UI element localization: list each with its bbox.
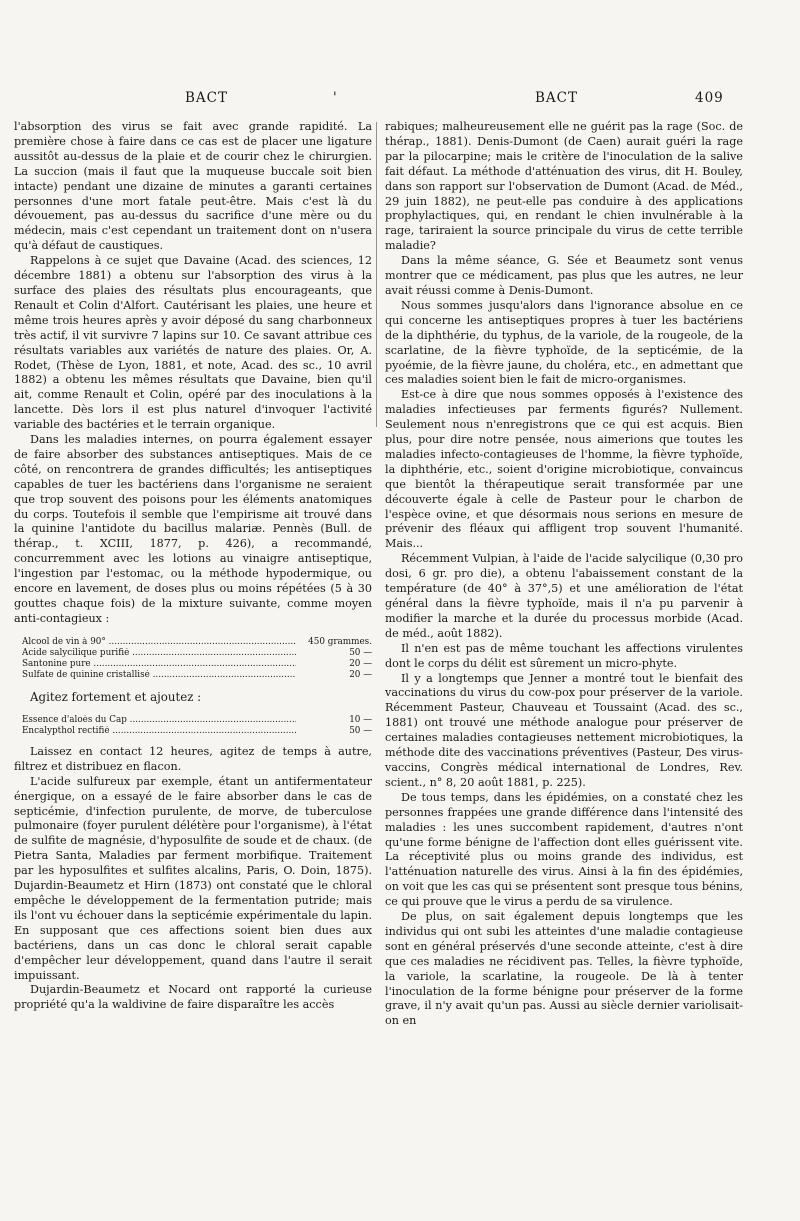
prescription-row <box>22 637 372 648</box>
running-head-left: BACT <box>185 90 229 106</box>
paragraph: Dujardin-Beaumetz et Nocard ont rapporté la curieuse propriété qu'a la waldivine de faire disparaître les accès <box>14 983 372 1012</box>
ingredient-quantity: 10 — <box>349 714 372 725</box>
paragraph: Dans les maladies internes, on pourra également essayer de faire absorber des substances antiseptiques. Mais de ce côté, on rencontrera de grandes difficultés; les antiseptiques capables de tuer les bactériens dans l'organisme ne seraient que trop souvent des poisons pour les éléments anatomiques du corps. Toutefois il semble que l'empirisme ait trouvé dans la quinine l'antidote du bacillus malariæ. Pennès (Bull. de thérap., t. XCIII, 1877, p. 426), a recommandé, concurremment avec les lotions au vinaigre antiseptique, l'ingestion par l'estomac, ou la méthode hypodermique, ou encore en lavement, de doses plus ou moins répétées (5 à 30 gouttes chaque fois) de la mixture suivante, comme moyen anti-contagieux : <box>14 433 372 625</box>
paragraph: De plus, on sait également depuis longtemps que les individus qui ont subi les atteintes d'une maladie contagieuse sont en général préservés d'une seconde atteinte, c'est à dire que ces maladies ne récidivent pas. Telles, la fièvre typhoïde, la variole, la scarlatine, la rougeole. De là à tenter l'inoculation de la forme bénigne pour préserver de la forme grave, il n'y avait qu'un pas. Aussi au siècle dernier variolisait-on en <box>385 910 743 1028</box>
running-head-right: BACT <box>535 90 579 106</box>
ingredient-quantity: 20 — <box>349 670 372 681</box>
paragraph: Dans la même séance, G. Sée et Beaumetz sont venus montrer que ce médicament, pas plus que les autres, ne leur avait réussi comme à Denis-Dumont. <box>385 254 743 297</box>
prescription-row <box>22 648 372 659</box>
stray-mark: ' <box>333 90 338 106</box>
paragraph: Est-ce à dire que nous sommes opposés à l'existence des maladies infectieuses par ferments figurés? Nullement. Seulement nous n'enregistrons que ce qui est acquis. Bien plus, pour dire notre pensée, nous aimerions que toutes les maladies infecto-contagieuses de l'homme, la fièvre typhoïde, la diphthérie, etc., soient d'origine microbiotique, convaincus que bientôt la thérapeutique serait transformée par une découverte égale à celle de Pasteur pour le charbon de l'espèce ovine, et que désormais nous serions en mesure de prévenir des fléaux qui affligent trop souvent l'humanité. Mais... <box>385 388 743 551</box>
prescription-row <box>22 670 372 681</box>
prescription-row <box>22 726 372 737</box>
paragraph: rabiques; malheureusement elle ne guérit pas la rage (Soc. de thérap., 1881). Denis-Dumont (de Caen) aurait guéri la rage par la pilocarpine; mais le critère de l'inoculation de la salive fait défaut. La méthode d'atténuation des virus, dit H. Bouley, dans son rapport sur l'observation de Dumont (Acad. de Méd., 29 juin 1882), ne peut-elle pas conduire à des applications prophylactiques, qui, en rendant le chien invulnérable à la rage, tariraient la source principale du virus de cette terrible maladie? <box>385 120 743 253</box>
instruction-line: Agitez fortement et ajoutez : <box>30 689 202 704</box>
paragraph: l'absorption des virus se fait avec grande rapidité. La première chose à faire dans ce cas est de placer une ligature aussitôt au-dessus de la plaie et de courir chez le chirurgien. La succion (mais il faut que la muqueuse buccale soit bien intacte) pendant une dizaine de minutes a garanti certaines personnes d'une mort fatale peut-être. Mais c'est là du dévouement, pas au-dessus du sacrifice d'une mère ou du médecin, mais c'est cependant un traitement dont on n'usera qu'à défaut de caustiques. <box>14 120 372 253</box>
prescription-list-2 <box>22 715 372 737</box>
ingredient-quantity: 50 — <box>349 648 372 659</box>
prescription-list-1 <box>22 637 372 682</box>
paragraph: Il y a longtemps que Jenner a montré tout le bienfait des vaccinations du virus du cow-pox pour préserver de la variole. Récemment Pasteur, Chauveau et Toussaint (Acad. des sc., 1881) ont trouvé une méthode analogue pour préserver de certaines maladies contagieuses nettement microbiotiques, la méthode dite des vaccinations préventives (Pasteur, Des virus-vaccins, Congrès médical international de Londres, Rev. scient., n° 8, 20 août 1881, p. 225). <box>385 671 743 789</box>
ingredient-name: Santonine pure ..... <box>22 659 296 670</box>
ingredient-quantity: 20 — <box>349 659 372 670</box>
prescription-row <box>22 715 372 726</box>
left-column <box>14 120 372 1013</box>
paragraph: Rappelons à ce sujet que Davaine (Acad. des sciences, 12 décembre 1881) a obtenu sur l'absorption des virus à la surface des plaies des résultats plus encourageants, que Renault et Colin d'Alfort. Cautérisant les plaies, une heure et même trois heures après y avoir déposé du sang charbonneux très actif, il vit survivre 7 lapins sur 10. Ce savant attribue ces résultats variables aux variétés de nature des plaies. Or, A. Rodet, (Thèse de Lyon, 1881, et note, Acad. des sc., 10 avril 1882) a obtenu les mêmes résultats que Davaine, bien qu'il ait, comme Renault et Colin, opéré par des inoculations à la lancette. Dès lors il est plus naturel d'invoquer l'activité variable des bactéries et le terrain organique. <box>14 254 372 432</box>
paragraph: Il n'en est pas de même touchant les affections virulentes dont le corps du délit est sûrement un micro-phyte. <box>385 641 743 670</box>
ingredient-quantity: 450 grammes. <box>308 636 372 647</box>
paragraph: Laissez en contact 12 heures, agitez de temps à autre, filtrez et distribuez en flacon. <box>14 744 372 773</box>
paragraph: Nous sommes jusqu'alors dans l'ignorance absolue en ce qui concerne les antiseptiques propres à tuer les bactériens de la diphthérie, du typhus, de la variole, de la rougeole, de la scarlatine, de la fièvre typhoïde, de la septicémie, de la pyoémie, de la fièvre jaune, du choléra, etc., en admettant que ces maladies soient bien le fait de micro-organismes. <box>385 298 743 387</box>
ingredient-name: Encalypthol rectifié ..... <box>22 726 296 737</box>
column-divider <box>376 122 377 427</box>
ingredient-quantity: 50 — <box>349 725 372 736</box>
ingredient-name: Sulfate de quinine cristallisé ..... <box>22 670 296 681</box>
paragraph: L'acide sulfureux par exemple, étant un antifermentateur énergique, on a essayé de le faire absorber dans le cas de septicémie, d'infection purulente, de morve, de tuberculose pulmonaire (foyer purulent délétère pour l'organisme), à l'état de sulfite de magnésie, d'hyposulfite de soude et de chaux. (de Pietra Santa, Maladies par ferment morbifique. Traitement par les hyposulfites et sulfites alcalins, Paris, O. Doin, 1875). Dujardin-Beaumetz et Hirn (1873) ont constaté que le chloral empêche le développement de la fermentation putride; mais ils l'ont vu échouer dans la septicémie expérimentale du lapin. En supposant que ces affections soient bien dues aux bactériens, dans un cas donc le chloral serait capable d'empêcher leur développement, quand dans l'autre il serait impuissant. <box>14 774 372 982</box>
right-column <box>385 120 743 1029</box>
paragraph: De tous temps, dans les épidémies, on a constaté chez les personnes frappées une grande différence dans l'intensité des maladies : les unes succombent rapidement, d'autres n'ont qu'une forme bénigne de l'affection dont elles guérissent vite. La réceptivité plus ou moins grande des individus, est l'atténuation naturelle des virus. Ainsi à la fin des épidémies, on voit que les cas qui se présentent sont presque tous bénins, ce qui prouve que le virus a perdu de sa virulence. <box>385 790 743 909</box>
ingredient-name: Acide salycilique purifié ..... <box>22 648 296 659</box>
ingredient-name: Essence d'aloès du Cap ..... <box>22 715 296 726</box>
ingredient-name: Alcool de vin à 90° ..... <box>22 637 296 648</box>
prescription-row <box>22 659 372 670</box>
paragraph: Récemment Vulpian, à l'aide de l'acide salycilique (0,30 pro dosi, 6 gr. pro die), a obtenu l'abaissement constant de la température (de 40° à 37°,5) et une amélioration de l'état général dans la fièvre typhoïde, mais il n'a pu parvenir à modifier la marche et la durée du processus morbide (Acad. de méd., août 1882). <box>385 552 743 640</box>
page-number: 409 <box>695 90 724 106</box>
